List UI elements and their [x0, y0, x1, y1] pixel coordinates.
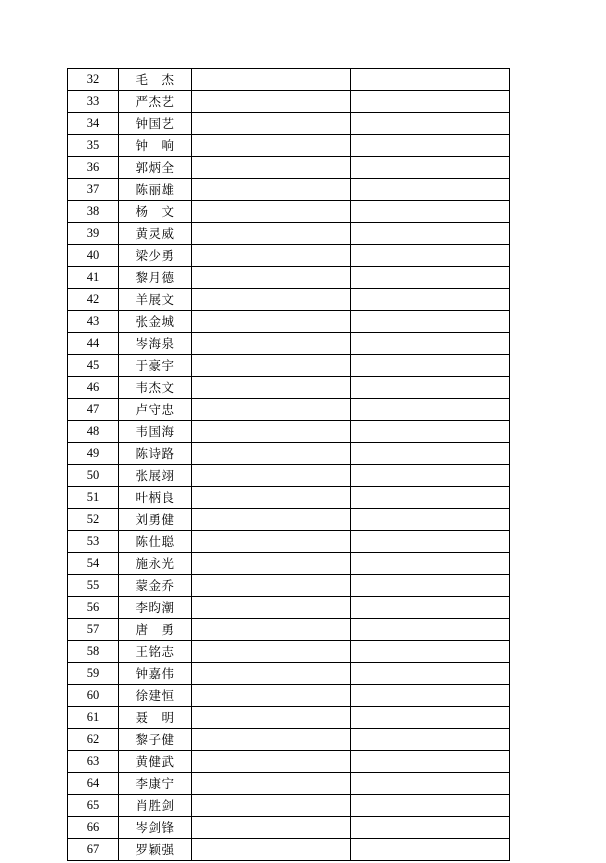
row-index-cell: 49 — [68, 443, 119, 465]
row-blank-cell-a — [192, 377, 351, 399]
table-row — [68, 223, 510, 245]
row-index-cell: 42 — [68, 289, 119, 311]
row-blank-cell-a — [192, 773, 351, 795]
row-blank-cell-b — [351, 91, 510, 113]
row-index-cell: 39 — [68, 223, 119, 245]
table-row — [68, 685, 510, 707]
table-row — [68, 839, 510, 861]
row-index-cell: 32 — [68, 69, 119, 91]
row-index-cell: 46 — [68, 377, 119, 399]
roster-table-body — [68, 69, 510, 861]
row-blank-cell-b — [351, 487, 510, 509]
table-row — [68, 69, 510, 91]
table-row — [68, 245, 510, 267]
row-blank-cell-b — [351, 333, 510, 355]
row-index-cell: 55 — [68, 575, 119, 597]
table-row — [68, 267, 510, 289]
row-blank-cell-b — [351, 707, 510, 729]
row-name-cell: 唐 勇 — [119, 619, 192, 641]
row-name-cell: 刘勇健 — [119, 509, 192, 531]
row-blank-cell-b — [351, 641, 510, 663]
row-name-cell: 韦国海 — [119, 421, 192, 443]
row-name-cell: 梁少勇 — [119, 245, 192, 267]
table-row — [68, 377, 510, 399]
row-name-cell: 罗颖强 — [119, 839, 192, 861]
row-name-cell: 卢守忠 — [119, 399, 192, 421]
row-blank-cell-a — [192, 201, 351, 223]
table-row — [68, 729, 510, 751]
table-row — [68, 707, 510, 729]
row-index-cell: 43 — [68, 311, 119, 333]
table-row — [68, 91, 510, 113]
table-row — [68, 311, 510, 333]
row-index-cell: 52 — [68, 509, 119, 531]
row-blank-cell-b — [351, 135, 510, 157]
table-row — [68, 179, 510, 201]
row-blank-cell-b — [351, 685, 510, 707]
row-blank-cell-b — [351, 399, 510, 421]
table-row — [68, 157, 510, 179]
table-row — [68, 817, 510, 839]
table-row — [68, 597, 510, 619]
row-name-cell: 郭炳全 — [119, 157, 192, 179]
row-index-cell: 54 — [68, 553, 119, 575]
row-index-cell: 48 — [68, 421, 119, 443]
row-blank-cell-b — [351, 421, 510, 443]
row-blank-cell-b — [351, 531, 510, 553]
row-index-cell: 60 — [68, 685, 119, 707]
row-blank-cell-b — [351, 663, 510, 685]
row-blank-cell-b — [351, 377, 510, 399]
table-row — [68, 465, 510, 487]
row-blank-cell-a — [192, 465, 351, 487]
row-blank-cell-a — [192, 267, 351, 289]
row-blank-cell-a — [192, 289, 351, 311]
table-row — [68, 201, 510, 223]
roster-table-container — [67, 68, 505, 861]
table-row — [68, 355, 510, 377]
row-index-cell: 53 — [68, 531, 119, 553]
row-blank-cell-b — [351, 597, 510, 619]
row-name-cell: 王铭志 — [119, 641, 192, 663]
row-index-cell: 61 — [68, 707, 119, 729]
row-index-cell: 57 — [68, 619, 119, 641]
table-row — [68, 795, 510, 817]
roster-table — [67, 68, 510, 861]
row-index-cell: 34 — [68, 113, 119, 135]
row-blank-cell-a — [192, 553, 351, 575]
row-blank-cell-b — [351, 443, 510, 465]
table-row — [68, 399, 510, 421]
row-blank-cell-b — [351, 245, 510, 267]
table-row — [68, 773, 510, 795]
row-name-cell: 严杰艺 — [119, 91, 192, 113]
row-blank-cell-a — [192, 531, 351, 553]
table-row — [68, 619, 510, 641]
row-name-cell: 张展翊 — [119, 465, 192, 487]
row-blank-cell-a — [192, 69, 351, 91]
table-row — [68, 553, 510, 575]
table-row — [68, 663, 510, 685]
row-index-cell: 63 — [68, 751, 119, 773]
table-row — [68, 333, 510, 355]
row-name-cell: 李康宁 — [119, 773, 192, 795]
row-blank-cell-a — [192, 575, 351, 597]
row-name-cell: 陈仕聪 — [119, 531, 192, 553]
row-index-cell: 35 — [68, 135, 119, 157]
row-name-cell: 钟 响 — [119, 135, 192, 157]
row-blank-cell-b — [351, 267, 510, 289]
row-blank-cell-a — [192, 421, 351, 443]
row-blank-cell-b — [351, 773, 510, 795]
row-index-cell: 33 — [68, 91, 119, 113]
table-row — [68, 751, 510, 773]
row-blank-cell-b — [351, 113, 510, 135]
row-blank-cell-b — [351, 465, 510, 487]
row-name-cell: 叶柄良 — [119, 487, 192, 509]
table-row — [68, 289, 510, 311]
row-index-cell: 41 — [68, 267, 119, 289]
row-index-cell: 66 — [68, 817, 119, 839]
row-name-cell: 李昀潮 — [119, 597, 192, 619]
row-blank-cell-b — [351, 553, 510, 575]
row-blank-cell-a — [192, 135, 351, 157]
row-name-cell: 杨 文 — [119, 201, 192, 223]
row-blank-cell-a — [192, 443, 351, 465]
row-blank-cell-b — [351, 619, 510, 641]
table-row — [68, 641, 510, 663]
row-blank-cell-a — [192, 509, 351, 531]
table-row — [68, 421, 510, 443]
row-blank-cell-a — [192, 223, 351, 245]
row-index-cell: 50 — [68, 465, 119, 487]
row-index-cell: 45 — [68, 355, 119, 377]
row-blank-cell-a — [192, 355, 351, 377]
row-blank-cell-a — [192, 707, 351, 729]
row-name-cell: 黄健武 — [119, 751, 192, 773]
row-blank-cell-b — [351, 179, 510, 201]
row-blank-cell-a — [192, 179, 351, 201]
row-blank-cell-a — [192, 113, 351, 135]
row-name-cell: 韦杰文 — [119, 377, 192, 399]
row-blank-cell-a — [192, 839, 351, 861]
table-row — [68, 113, 510, 135]
row-name-cell: 毛 杰 — [119, 69, 192, 91]
row-name-cell: 陈诗路 — [119, 443, 192, 465]
row-name-cell: 施永光 — [119, 553, 192, 575]
row-blank-cell-a — [192, 795, 351, 817]
row-name-cell: 岑海泉 — [119, 333, 192, 355]
row-index-cell: 62 — [68, 729, 119, 751]
row-blank-cell-a — [192, 641, 351, 663]
row-name-cell: 张金城 — [119, 311, 192, 333]
table-row — [68, 443, 510, 465]
row-blank-cell-a — [192, 685, 351, 707]
row-index-cell: 40 — [68, 245, 119, 267]
row-blank-cell-b — [351, 795, 510, 817]
row-blank-cell-a — [192, 751, 351, 773]
row-index-cell: 44 — [68, 333, 119, 355]
row-index-cell: 56 — [68, 597, 119, 619]
row-blank-cell-b — [351, 157, 510, 179]
row-index-cell: 58 — [68, 641, 119, 663]
table-row — [68, 575, 510, 597]
row-blank-cell-a — [192, 597, 351, 619]
table-row — [68, 135, 510, 157]
row-name-cell: 黎月德 — [119, 267, 192, 289]
row-blank-cell-b — [351, 575, 510, 597]
table-row — [68, 531, 510, 553]
row-blank-cell-a — [192, 817, 351, 839]
row-blank-cell-a — [192, 333, 351, 355]
row-name-cell: 聂 明 — [119, 707, 192, 729]
table-row — [68, 487, 510, 509]
row-name-cell: 钟国艺 — [119, 113, 192, 135]
row-blank-cell-a — [192, 311, 351, 333]
row-index-cell: 51 — [68, 487, 119, 509]
row-name-cell: 黎子健 — [119, 729, 192, 751]
row-blank-cell-b — [351, 839, 510, 861]
row-blank-cell-a — [192, 157, 351, 179]
row-blank-cell-a — [192, 663, 351, 685]
row-blank-cell-a — [192, 729, 351, 751]
row-name-cell: 徐建恒 — [119, 685, 192, 707]
row-blank-cell-b — [351, 729, 510, 751]
row-blank-cell-b — [351, 817, 510, 839]
row-blank-cell-b — [351, 311, 510, 333]
row-blank-cell-b — [351, 201, 510, 223]
row-name-cell: 于豪宇 — [119, 355, 192, 377]
row-name-cell: 岑剑锋 — [119, 817, 192, 839]
row-index-cell: 36 — [68, 157, 119, 179]
row-index-cell: 37 — [68, 179, 119, 201]
row-blank-cell-b — [351, 289, 510, 311]
row-name-cell: 钟嘉伟 — [119, 663, 192, 685]
row-index-cell: 67 — [68, 839, 119, 861]
row-index-cell: 38 — [68, 201, 119, 223]
row-blank-cell-a — [192, 399, 351, 421]
row-name-cell: 羊展文 — [119, 289, 192, 311]
row-index-cell: 59 — [68, 663, 119, 685]
row-blank-cell-b — [351, 223, 510, 245]
row-blank-cell-a — [192, 91, 351, 113]
row-blank-cell-b — [351, 751, 510, 773]
row-name-cell: 蒙金乔 — [119, 575, 192, 597]
table-row — [68, 509, 510, 531]
row-index-cell: 65 — [68, 795, 119, 817]
row-blank-cell-a — [192, 487, 351, 509]
row-name-cell: 肖胜剑 — [119, 795, 192, 817]
row-index-cell: 64 — [68, 773, 119, 795]
row-blank-cell-a — [192, 619, 351, 641]
row-blank-cell-b — [351, 509, 510, 531]
row-name-cell: 黄灵威 — [119, 223, 192, 245]
row-blank-cell-a — [192, 245, 351, 267]
row-name-cell: 陈丽雄 — [119, 179, 192, 201]
row-index-cell: 47 — [68, 399, 119, 421]
row-blank-cell-b — [351, 69, 510, 91]
row-blank-cell-b — [351, 355, 510, 377]
